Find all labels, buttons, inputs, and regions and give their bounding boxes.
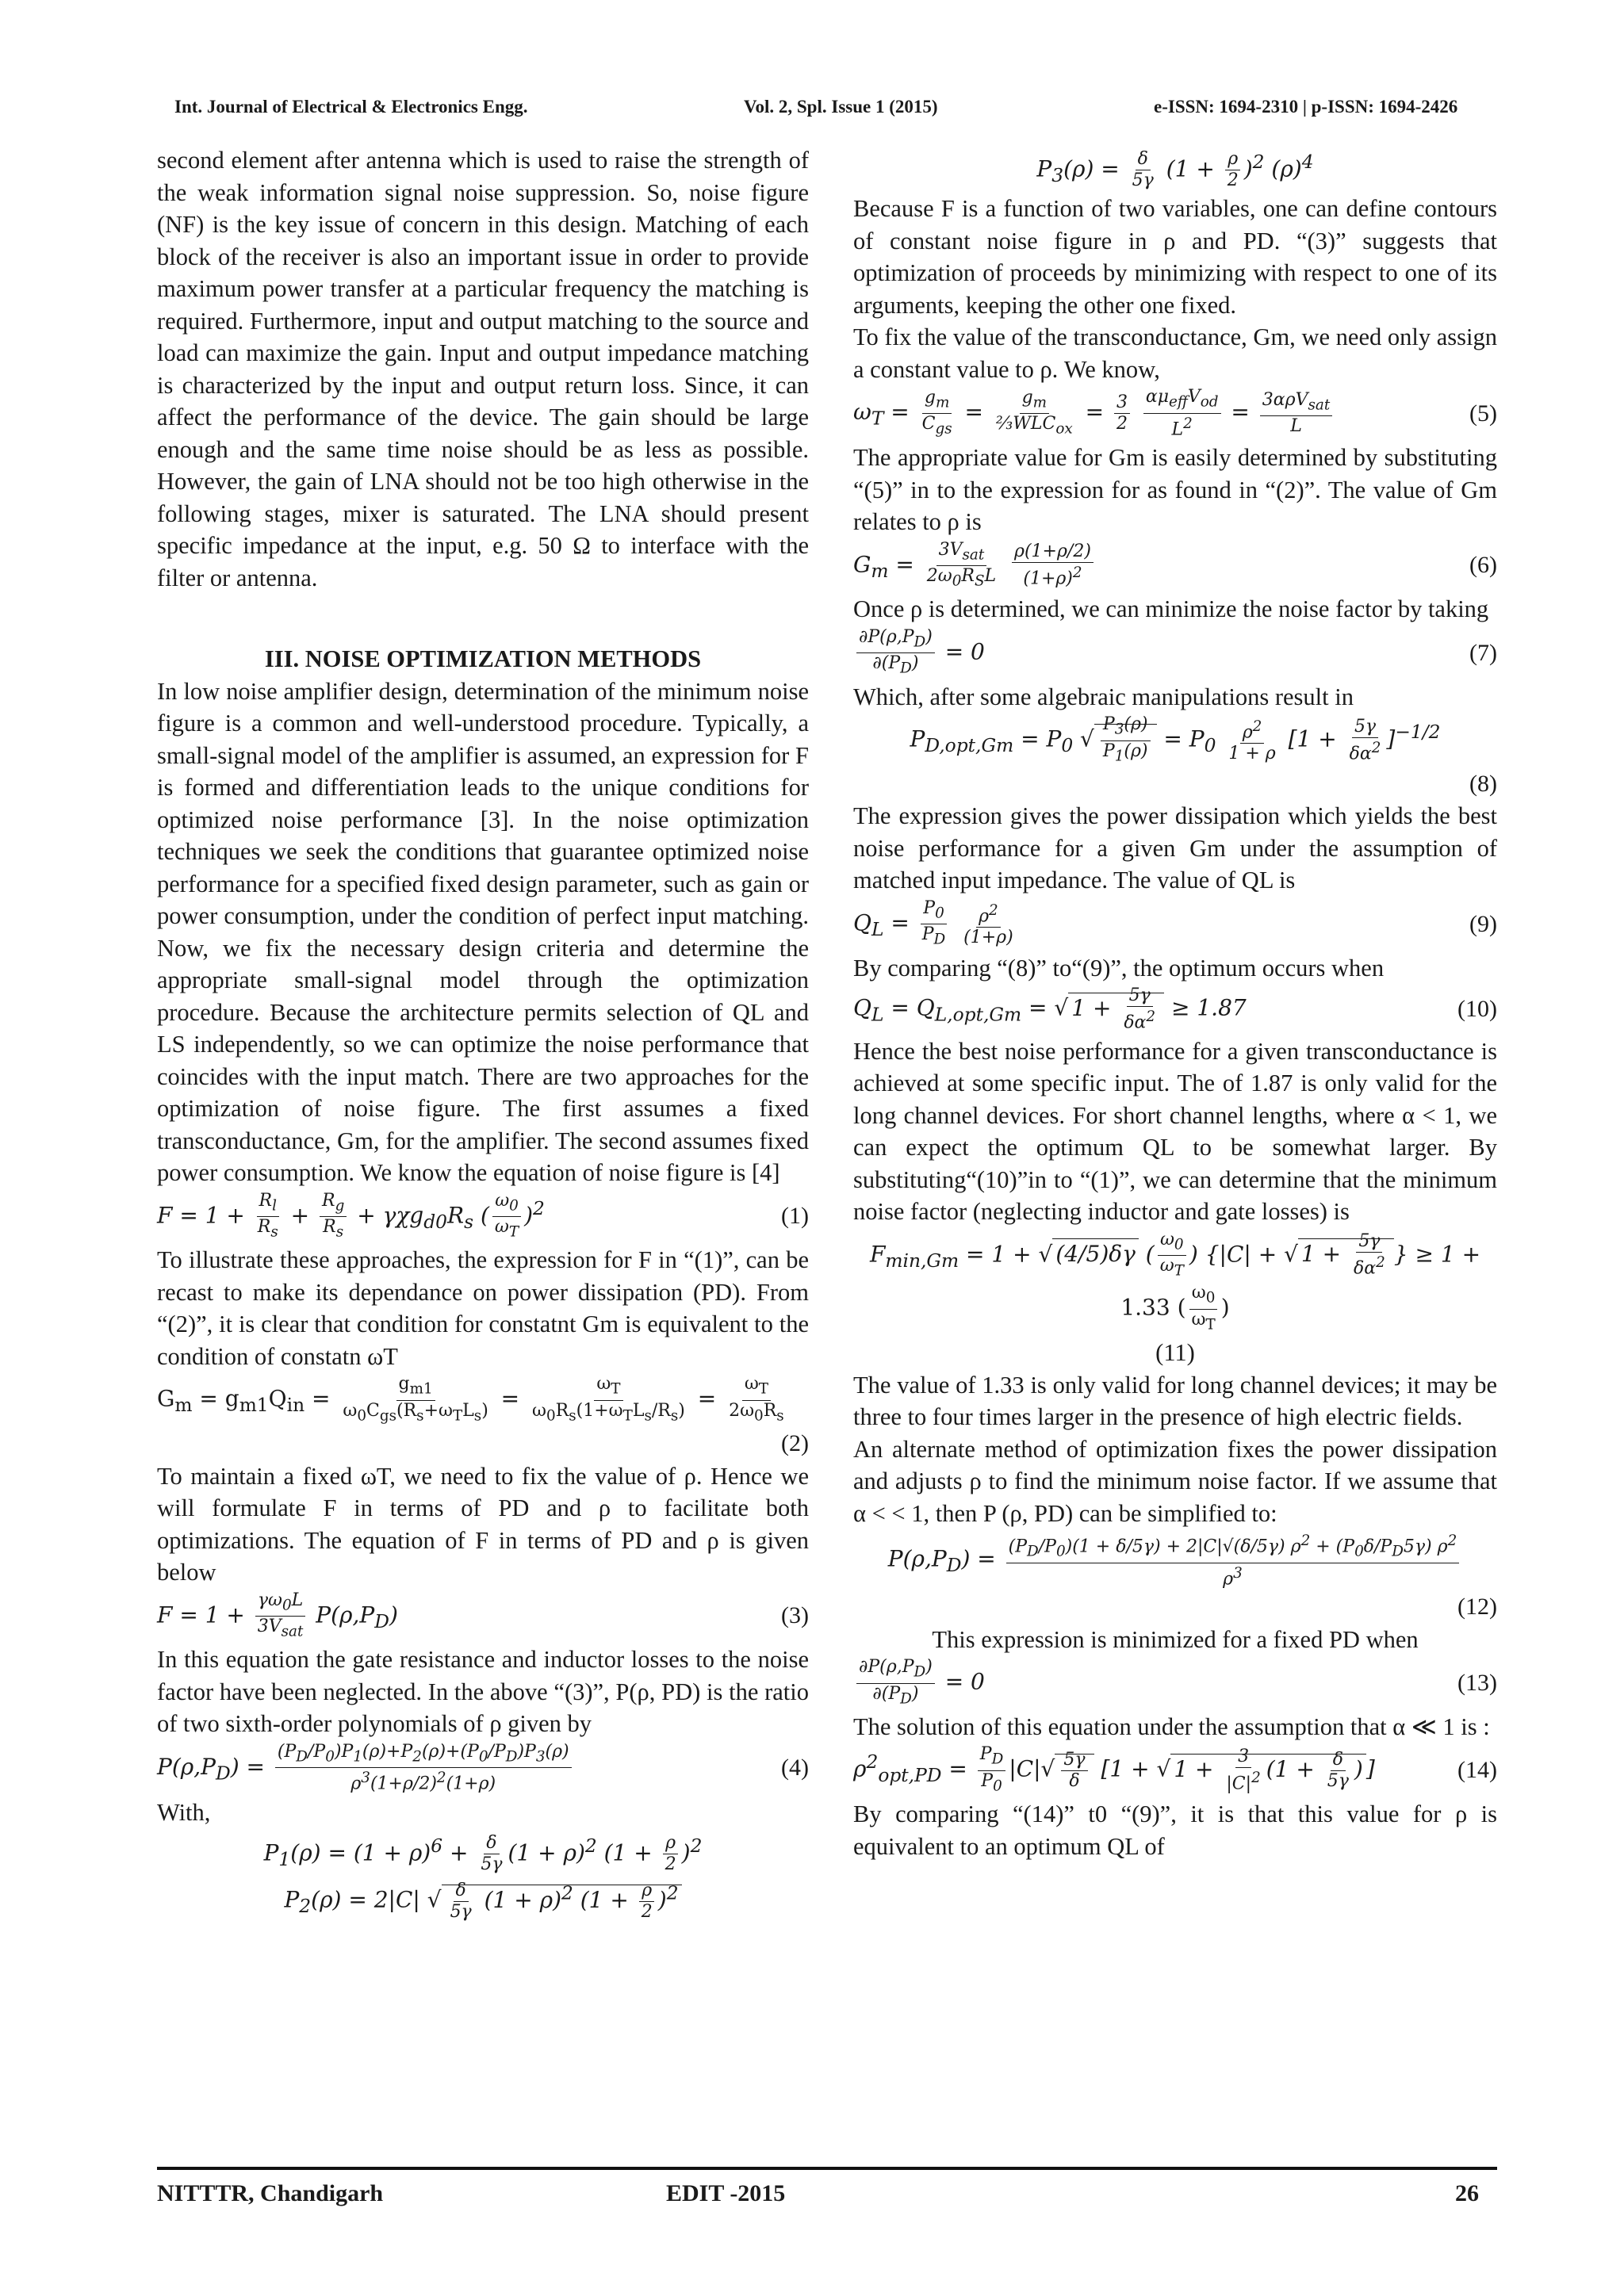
equation-10: $Q_L = Q_{L,opt,Gm}$ = √ 1 + $\frac{5\gamma}{\delta\alpha^2}$ ≥ 1.87 (10): [853, 985, 1497, 1033]
paragraph: Because F is a function of two variables, one can define contours of constant noise figure in ρ and PD. “(3)” suggests that optimization of proceeds by minimizing with respect to one of its arguments, keeping the other one fixed.: [853, 195, 1497, 319]
equation-11-cont: 1.33 ( $\frac{\omega_0}{\omega_T}$ ): [1120, 1283, 1230, 1334]
equation-number: (3): [781, 1602, 809, 1629]
paragraph: This expression is minimized for a fixed PD when: [932, 1625, 1419, 1653]
footer-institution: NITTTR, Chandigarh: [157, 2180, 384, 2206]
equation-6: $G_m$ = $\frac{3V_{sat}}{2\omega_0R_SL}$ $\frac{\rho(1+\rho/2)}{(1+\rho)^2}$ (6): [853, 539, 1497, 590]
equation-p2: $P_2(\rho) = 2|C|$ √ $\frac{\delta}{5\gamma}$ $(1 + \rho)^2$ (1 + $\frac{\rho}{2}$ )$^2$: [157, 1877, 809, 1922]
paragraph: By comparing “(8)” to“(9)”, the optimum occurs when: [853, 954, 1385, 982]
equation-13: $\frac{\partial P(\rho,P_D)}{\partial(P_D)}$ = 0 (13): [853, 1657, 1497, 1709]
equation-p1: $P_1(\rho) = (1 + \rho)^6$ + $\frac{\delta}{5\gamma}$ $(1 + \rho)^2$ (1 + $\frac{\rho}{2}$ )$^2$: [263, 1833, 703, 1875]
paragraph: Hence the best noise performance for a given transconductance is achieved at some specific input. The of 1.87 is only valid for the long channel devices. For short channel lengths, where α < 1, we can expect the optimum QL to be somewhat larger. By substituting“(10)”in to “(1)”, we can determine that the minimum noise factor (neglecting inductor and gate losses) is: [853, 1037, 1497, 1226]
journal-name: Int. Journal of Electrical & Electronics Engg.: [174, 97, 528, 117]
equation-1: F = 1 + $\frac{R_l}{R_s}$ + $\frac{R_g}{R_s}$ + $\gamma\chi g_{d0}R_s$ ( $\frac{\omega_0}{\omega_T}$ )$^2$ (1): [157, 1190, 809, 1241]
paragraph: The solution of this equation under the assumption that α ≪ 1 is :: [853, 1712, 1490, 1740]
paragraph: The appropriate value for Gm is easily determined by substituting “(5)” in to the expression for as found in “(2)”. The value of Gm relates to ρ is: [853, 444, 1497, 536]
equation-12: $P(\rho,P_D)$ = $\frac{(P_D/P_0)(1 + \delta/5\gamma) + 2|C|√(\delta/5\gamma) \rho^2 + (P_0\delta/P_D5\gamma) \rho^2}{\rho^3}$: [853, 1531, 1497, 1590]
paragraph: The value of 1.33 is only valid for long channel devices; it may be three to four times larger in the presence of high electric fields.: [853, 1371, 1497, 1431]
equation-number: (10): [1457, 996, 1497, 1023]
paragraph: second element after antenna which is used to raise the strength of the weak information signal noise suppression. So, noise figure (NF) is the key issue of concern in this design. Matching of each block of the receiver is also an important issue in order to provide maximum power transfer at a particular frequency the matching is required. Furthermore, input and output matching to the source and load can maximize the gain. Input and output impedance matching is characterized by the input and output return loss. Since, it can affect the performance of the device. The gain should be large enough and the same time noise should be as less as possible. However, the gain of LNA should not be too high otherwise in the following stages, mixer is saturated. The LNA should present specific impedance at the input, e.g. 50 Ω to interface with the filter or antenna.: [157, 147, 809, 591]
paragraph: Which, after some algebraic manipulations result in: [853, 683, 1354, 710]
paragraph: In this equation the gate resistance and inductor losses to the noise factor have been neglected. In the above “(3)”, P(ρ, PD) is the ratio of two sixth-order polynomials of ρ given by: [157, 1646, 809, 1738]
paragraph: Once ρ is determined, we can minimize the noise factor by taking: [853, 595, 1489, 623]
equation-number: (1): [781, 1203, 809, 1230]
page-number: 26: [1455, 2180, 1479, 2206]
equation-number: (9): [1469, 910, 1497, 937]
paragraph: With,: [157, 1798, 211, 1826]
paragraph: An alternate method of optimization fixes the power dissipation and adjusts ρ to find the minimum noise factor. If we assume that α < < 1, then P (ρ, PD) can be simplified to:: [853, 1435, 1497, 1527]
footer-conference: EDIT -2015: [666, 2180, 786, 2206]
section-heading: III. NOISE OPTIMIZATION METHODS: [264, 645, 702, 672]
footer-rule: [157, 2167, 1497, 2170]
volume-info: Vol. 2, Spl. Issue 1 (2015): [744, 97, 938, 117]
paragraph: The expression gives the power dissipation which yields the best noise performance for a given Gm under the assumption of matched input impedance. The value of QL is: [853, 802, 1497, 894]
paragraph: To illustrate these approaches, the expression for F in “(1)”, can be recast to make its dependance on power dissipation (PD). From “(2)”, it is clear that condition for constatnt Gm is equivalent to the condition of constatn ωT: [157, 1246, 809, 1370]
equation-2: $G_m = g_{m1}Q_{in}$ = $\frac{g_{m1}}{\omega_0C_{gs}(R_s+\omega_TL_s)}$ = $\frac{\omega_T}{\omega_0R_s(1+\omega_TL_s/R_s)}$ = $\frac{\omega_T}{2\omega_0R_s}$: [157, 1374, 784, 1425]
equation-p3: $P_3(\rho)$ = $\frac{\delta}{5\gamma}$ (1 + $\frac{\rho}{2}$ )$^2$ $(\rho)^4$: [1036, 149, 1314, 191]
issn-info: e-ISSN: 1694-2310 | p-ISSN: 1694-2426: [1154, 97, 1458, 117]
paragraph: By comparing “(14)” t0 “(9)”, it is that this value for ρ is equivalent to an optimum QL of: [853, 1800, 1497, 1860]
paragraph: In low noise amplifier design, determination of the minimum noise figure is a common and well-understood procedure. Typically, a small-signal model of the amplifier is assumed, an expression for F is formed and differentiation leads to the unique conditions for optimized noise performance [3]. In the noise optimization techniques we seek the conditions that guarantee optimized noise performance for a specified fixed design parameter, such as gain or power consumption, under the condition of perfect input matching. Now, we fix the necessary design criteria and determine the appropriate small-signal model through the optimization procedure. Because the architecture permits selection of QL and LS independently, so we can optimize the noise performance that coincides with the input match. There are two approaches for the optimization of noise figure. The first assumes a fixed transconductance, Gm, for the amplifier. The second assumes fixed power consumption. We know the equation of noise figure is [4]: [157, 677, 809, 1186]
right-column: [853, 144, 1497, 1862]
equation-number: (11): [1155, 1339, 1195, 1367]
equation-number: (8): [1469, 770, 1497, 797]
equation-number: (12): [1457, 1594, 1497, 1621]
equation-9: $Q_L$ = $\frac{P_0}{P_D}$ $\frac{\rho^2}{(1+\rho)}$ (9): [853, 897, 1497, 948]
equation-4: $P(\rho,P_D)$ = $\frac{(P_D/P_0)P_1(\rho)+P_2(\rho)+(P_0/P_D)P_3(\rho)}{\rho^3(1+\rho/2)^2(1+\rho)}$ (4): [157, 1741, 809, 1794]
equation-3: F = 1 + $\frac{\gamma\omega_0L}{3V_{sat}}$ $P(\rho,P_D)$ (3): [157, 1590, 809, 1640]
equation-number: (6): [1469, 552, 1497, 579]
equation-number: (14): [1457, 1757, 1497, 1784]
equation-14: $\rho^2_{opt,PD}$ = $\frac{P_D}{P_0}$ |C|√ $\frac{5\gamma}{\delta}$ [1 + √ 1 + $\frac{3}{|C|^2}$ (1 + $\frac{\delta}{5\gamma}$ ) ] (14): [853, 1744, 1497, 1795]
equation-number: (7): [1469, 639, 1497, 666]
equation-number: (2): [781, 1430, 809, 1457]
equation-8: $P_{D,opt,Gm} = P_0$ √ $\frac{P_3(\rho)}{P_1(\rho)}$ = $P_0$ $\frac{\rho^2}{1 + \rho}$ [1 + $\frac{5\gamma}{\delta\alpha^2}$ ]$^{-1/2}$: [910, 714, 1441, 764]
equation-5: $\omega_T$ = $\frac{g_m}{C_{gs}}$ = $\frac{g_m}{\frac{2}{3}WLC_{ox}}$ = $\frac{3}{2}$ $\frac{\alpha\mu_{eff}V_{od}}{L^2}$ = $\frac{3\alpha\rho V_{sat}}{L}$ (5): [853, 387, 1497, 440]
equation-11: $F_{min,Gm} = 1$ + √ (4/5)δγ ( $\frac{\omega_0}{\omega_T}$ ) {|C| + √ 1 + $\frac{5\gamma}{\delta\alpha^2}$ } ≥ 1 +: [869, 1229, 1481, 1280]
equation-7: $\frac{\partial P(\rho,P_D)}{\partial(P_D)}$ = 0 (7): [853, 627, 1497, 679]
equation-number: (13): [1457, 1669, 1497, 1696]
equation-number: (5): [1469, 400, 1497, 427]
paragraph: To fix the value of the transconductance, Gm, we need only assign a constant value to ρ. We know,: [853, 323, 1497, 383]
equation-number: (4): [781, 1754, 809, 1781]
paragraph: To maintain a fixed ωT, we need to fix the value of ρ. Hence we will formulate F in terms of PD and ρ to facilitate both optimizations. The equation of F in terms of PD and ρ is given below: [157, 1462, 809, 1586]
left-column: [157, 144, 809, 1924]
